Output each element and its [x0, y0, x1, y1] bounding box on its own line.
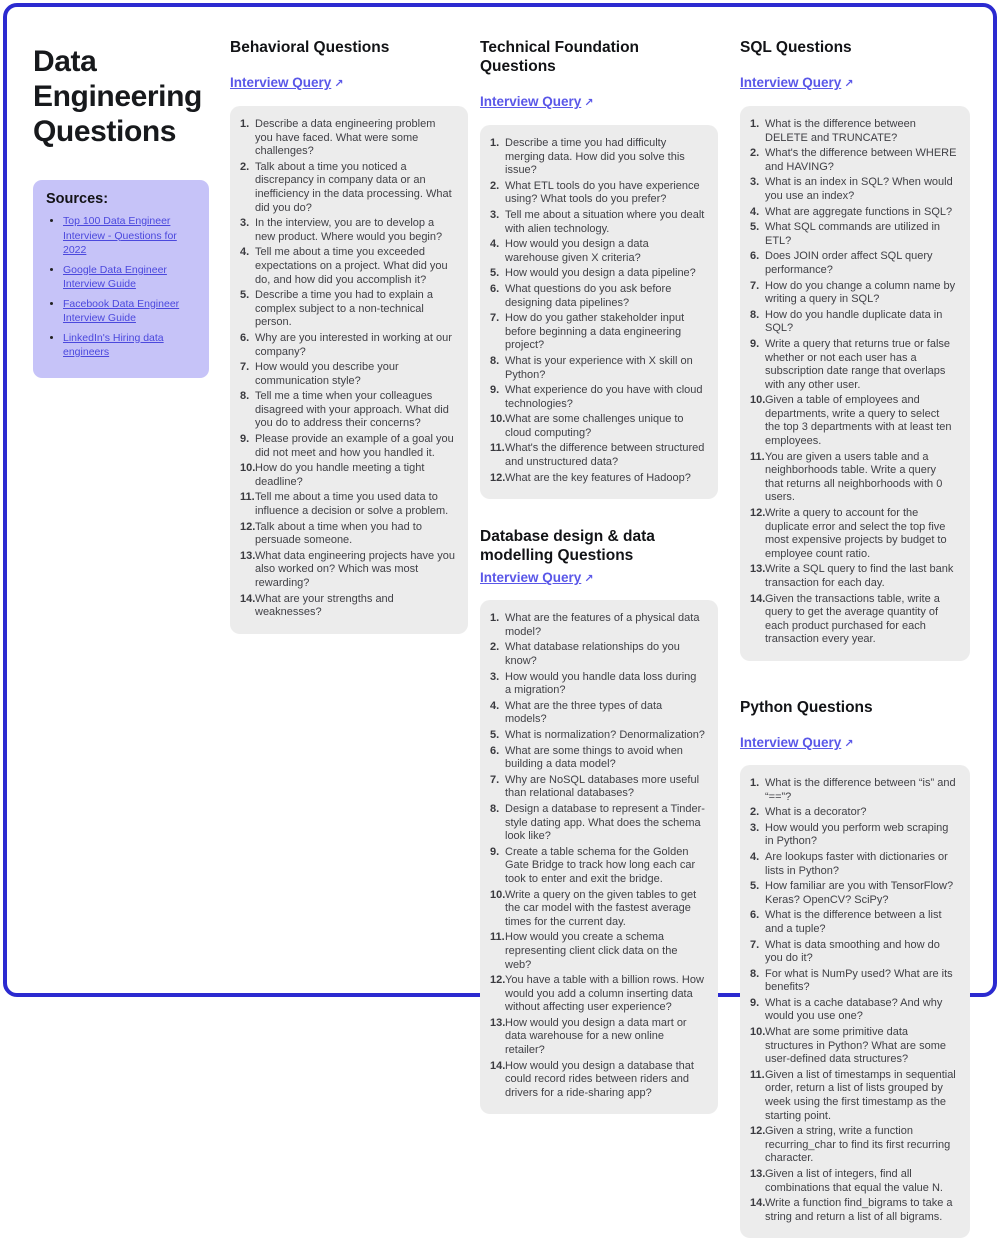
source-link-top-100[interactable]: Top 100 Data Engineer Interview - Questions for 2022: [63, 215, 177, 256]
question-item: What are some things to avoid when building a data model?: [505, 744, 683, 771]
question-item: How would you design a data warehouse given X criteria?: [505, 238, 649, 264]
interview-query-label: Interview Query: [230, 75, 332, 90]
column-sql-python: [740, 38, 970, 1238]
source-list-item: [63, 214, 196, 258]
left-column: [33, 44, 225, 378]
question-item: Does JOIN order affect SQL query performance?: [765, 250, 933, 276]
source-link-facebook[interactable]: Facebook Data Engineer Interview Guide: [63, 297, 180, 324]
question-item: How do you handle duplicate data in SQL?: [765, 308, 943, 335]
question-item: Why are you interested in working at our company?: [255, 331, 452, 358]
question-item: Tell me about a time you exceeded expectations on a project. What did you do, and how did you accomplish it?: [255, 246, 448, 286]
source-list-item: [63, 331, 196, 360]
question-item: Are lookups faster with dictionaries or lists in Python?: [765, 850, 948, 877]
question-item: What database relationships do you know?: [505, 641, 680, 668]
section-sql: [740, 38, 970, 661]
question-item: What experience do you have with cloud technologies?: [505, 384, 703, 410]
question-item: How would you design a data mart or data warehouse for a new online retailer?: [505, 1016, 687, 1057]
question-item: What is your experience with X skill on Python?: [505, 354, 693, 381]
question-list-sql: [750, 118, 957, 647]
external-link-arrow-icon: ↗: [584, 97, 594, 109]
questions-panel-technical: [480, 125, 718, 499]
question-item: Given a list of timestamps in sequential order, return a list of lists grouped by week using the first timestamp as the starting point.: [765, 1068, 956, 1122]
sources-list: [46, 214, 196, 360]
question-item: How would you perform web scraping in Python?: [765, 821, 949, 848]
question-item: You are given a users table and a neighborhoods table. Write a query that returns all neighborhoods with 0 users.: [765, 450, 943, 504]
section-database: [480, 527, 718, 1114]
question-item: What is normalization? Denormalization?: [505, 729, 705, 741]
external-link-arrow-icon: ↗: [584, 573, 594, 586]
section-title-python: Python Questions: [740, 698, 873, 716]
question-item: Given the transactions table, write a query to get the average quantity of each product purchased for each transaction every year.: [765, 592, 940, 646]
question-item: What is the difference between DELETE and TRUNCATE?: [765, 118, 916, 144]
question-item: Design a database to represent a Tinder-style dating app. What does the schema look like?: [505, 802, 705, 843]
question-item: Given a string, write a function recurring_char to find its first recurring character.: [765, 1125, 951, 1165]
question-list-technical: [490, 137, 705, 485]
question-item: Why are NoSQL databases more useful than relational databases?: [505, 773, 700, 800]
source-link-linkedin[interactable]: LinkedIn's Hiring data engineers: [63, 331, 164, 358]
section-technical: [480, 38, 718, 499]
question-item: In the interview, you are to develop a new product. Where would you begin?: [255, 217, 443, 243]
section-title-sql: SQL Questions: [740, 39, 852, 56]
interview-query-link-database[interactable]: [480, 570, 594, 585]
questions-panel-python: [740, 765, 970, 1238]
question-item: How do you handle meeting a tight deadline?: [255, 462, 425, 488]
question-item: What is an index in SQL? When would you use an index?: [765, 176, 953, 202]
source-link-google[interactable]: Google Data Engineer Interview Guide: [63, 263, 167, 290]
sources-panel: [33, 180, 209, 378]
question-item: Create a table schema for the Golden Gate Bridge to track how long each car took to enter and exit the bridge.: [505, 845, 696, 885]
interview-query-link-technical[interactable]: [480, 94, 594, 109]
interview-query-label: Interview Query: [740, 734, 842, 750]
question-item: What are the key features of Hadoop?: [505, 471, 691, 484]
section-python: [740, 698, 970, 1238]
question-item: What are aggregate functions in SQL?: [765, 205, 953, 218]
question-item: What is the difference between “is” and “==”?: [765, 776, 956, 803]
question-item: What's the difference between WHERE and HAVING?: [765, 147, 957, 173]
interview-query-label: Interview Query: [480, 94, 582, 109]
question-item: What SQL commands are utilized in ETL?: [765, 221, 941, 247]
question-item: Tell me about a situation where you dealt with alien technology.: [505, 208, 705, 235]
question-item: Talk about a time when you had to persuade someone.: [255, 520, 422, 547]
question-item: How do you gather stakeholder input before beginning a data engineering project?: [505, 312, 685, 352]
interview-query-link-sql[interactable]: [740, 75, 854, 90]
question-item: How would you create a schema representing client click data on the web?: [505, 931, 678, 971]
question-item: What are your strengths and weaknesses?: [255, 592, 394, 619]
question-item: Tell me a time when your colleagues disagreed with your approach. What did you do to address their concerns?: [255, 390, 449, 430]
question-item: Describe a time you had difficulty merging data. How did you solve this issue?: [505, 137, 685, 177]
question-item: What are the three types of data models?: [505, 699, 663, 726]
column-technical-database: [480, 38, 718, 1114]
interview-query-label: Interview Query: [740, 75, 842, 90]
question-item: How would you describe your communication style?: [255, 361, 399, 387]
question-item: What questions do you ask before designing data pipelines?: [505, 282, 672, 309]
question-item: What data engineering projects have you also worked on? Which was most rewarding?: [255, 549, 455, 589]
question-item: Please provide an example of a goal you did not meet and how you handled it.: [255, 433, 454, 459]
question-item: What are some primitive data structures in Python? What are some user-defined data structures?: [765, 1026, 946, 1066]
question-list-behavioral: [240, 118, 455, 620]
section-title-technical: Technical Foundation Questions: [480, 39, 640, 75]
question-item: Write a function find_bigrams to take a string and return a list of all bigrams.: [765, 1197, 953, 1223]
question-item: How familiar are you with TensorFlow? Keras? OpenCV? SciPy?: [765, 880, 954, 906]
section-behavioral: [230, 38, 468, 634]
question-item: What is a cache database? And why would you use one?: [765, 996, 943, 1023]
page-title: Data Engineering Questions: [33, 45, 202, 148]
question-item: What ETL tools do you have experience using? What tools do you prefer?: [505, 179, 700, 206]
section-title-database: Database design & data modelling Questions: [480, 528, 655, 565]
question-item: How would you design a data pipeline?: [505, 267, 696, 280]
question-item: For what is NumPy used? What are its benefits?: [765, 967, 953, 994]
question-item: You have a table with a billion rows. How would you add a column inserting data without affecting user experience?: [505, 974, 704, 1014]
questions-panel-sql: [740, 106, 970, 661]
question-item: How would you design a database that could record rides between riders and drivers for a ride-sharing app?: [505, 1059, 694, 1099]
sources-heading: Sources:: [46, 191, 109, 207]
question-list-database: [490, 612, 705, 1100]
external-link-arrow-icon: ↗: [844, 78, 854, 90]
questions-panel-behavioral: [230, 106, 468, 634]
question-item: What are some challenges unique to cloud computing?: [505, 413, 684, 439]
question-item: What's the difference between structured and unstructured data?: [505, 442, 705, 469]
question-item: Write a query that returns true or false whether or not each user has a subscription date range that overlaps with any other user.: [765, 337, 951, 391]
external-link-arrow-icon: ↗: [844, 737, 854, 750]
question-item: What is a decorator?: [765, 806, 867, 819]
questions-panel-database: [480, 600, 718, 1114]
source-list-item: [63, 263, 196, 292]
question-list-python: [750, 777, 957, 1224]
question-item: What is data smoothing and how do you do it?: [765, 938, 940, 965]
interview-query-label: Interview Query: [480, 570, 582, 586]
section-title-behavioral: Behavioral Questions: [230, 39, 390, 56]
question-item: Tell me about a time you used data to influence a decision or solve a problem.: [255, 491, 449, 518]
question-item: Describe a time you had to explain a complex subject to a non-technical person.: [255, 289, 433, 329]
question-item: How do you change a column name by writing a query in SQL?: [765, 279, 956, 306]
question-item: Given a list of integers, find all combinations that equal the value N.: [765, 1168, 943, 1194]
question-item: Given a table of employees and departments, write a query to select the top 3 departments with at least ten employees.: [765, 394, 952, 448]
question-item: How would you handle data loss during a migration?: [505, 670, 697, 697]
question-item: Write a query to account for the duplicate error and select the top five most expensive projects by budget to employee count ratio.: [765, 507, 947, 560]
question-item: Talk about a time you noticed a discrepancy in company data or an inefficiency in the data processing. What did you do?: [255, 160, 452, 214]
question-item: Describe a data engineering problem you have faced. What were some challenges?: [255, 118, 436, 158]
question-item: Write a SQL query to find the last bank transaction for each day.: [765, 563, 954, 589]
interview-query-link-behavioral[interactable]: [230, 75, 344, 90]
interview-query-link-python[interactable]: [740, 735, 854, 750]
question-item: What are the features of a physical data model?: [505, 612, 700, 638]
external-link-arrow-icon: ↗: [334, 78, 344, 90]
source-list-item: [63, 297, 196, 326]
question-item: Write a query on the given tables to get the car model with the fastest average times for the current day.: [505, 888, 697, 928]
question-item: What is the difference between a list and a tuple?: [765, 909, 942, 935]
